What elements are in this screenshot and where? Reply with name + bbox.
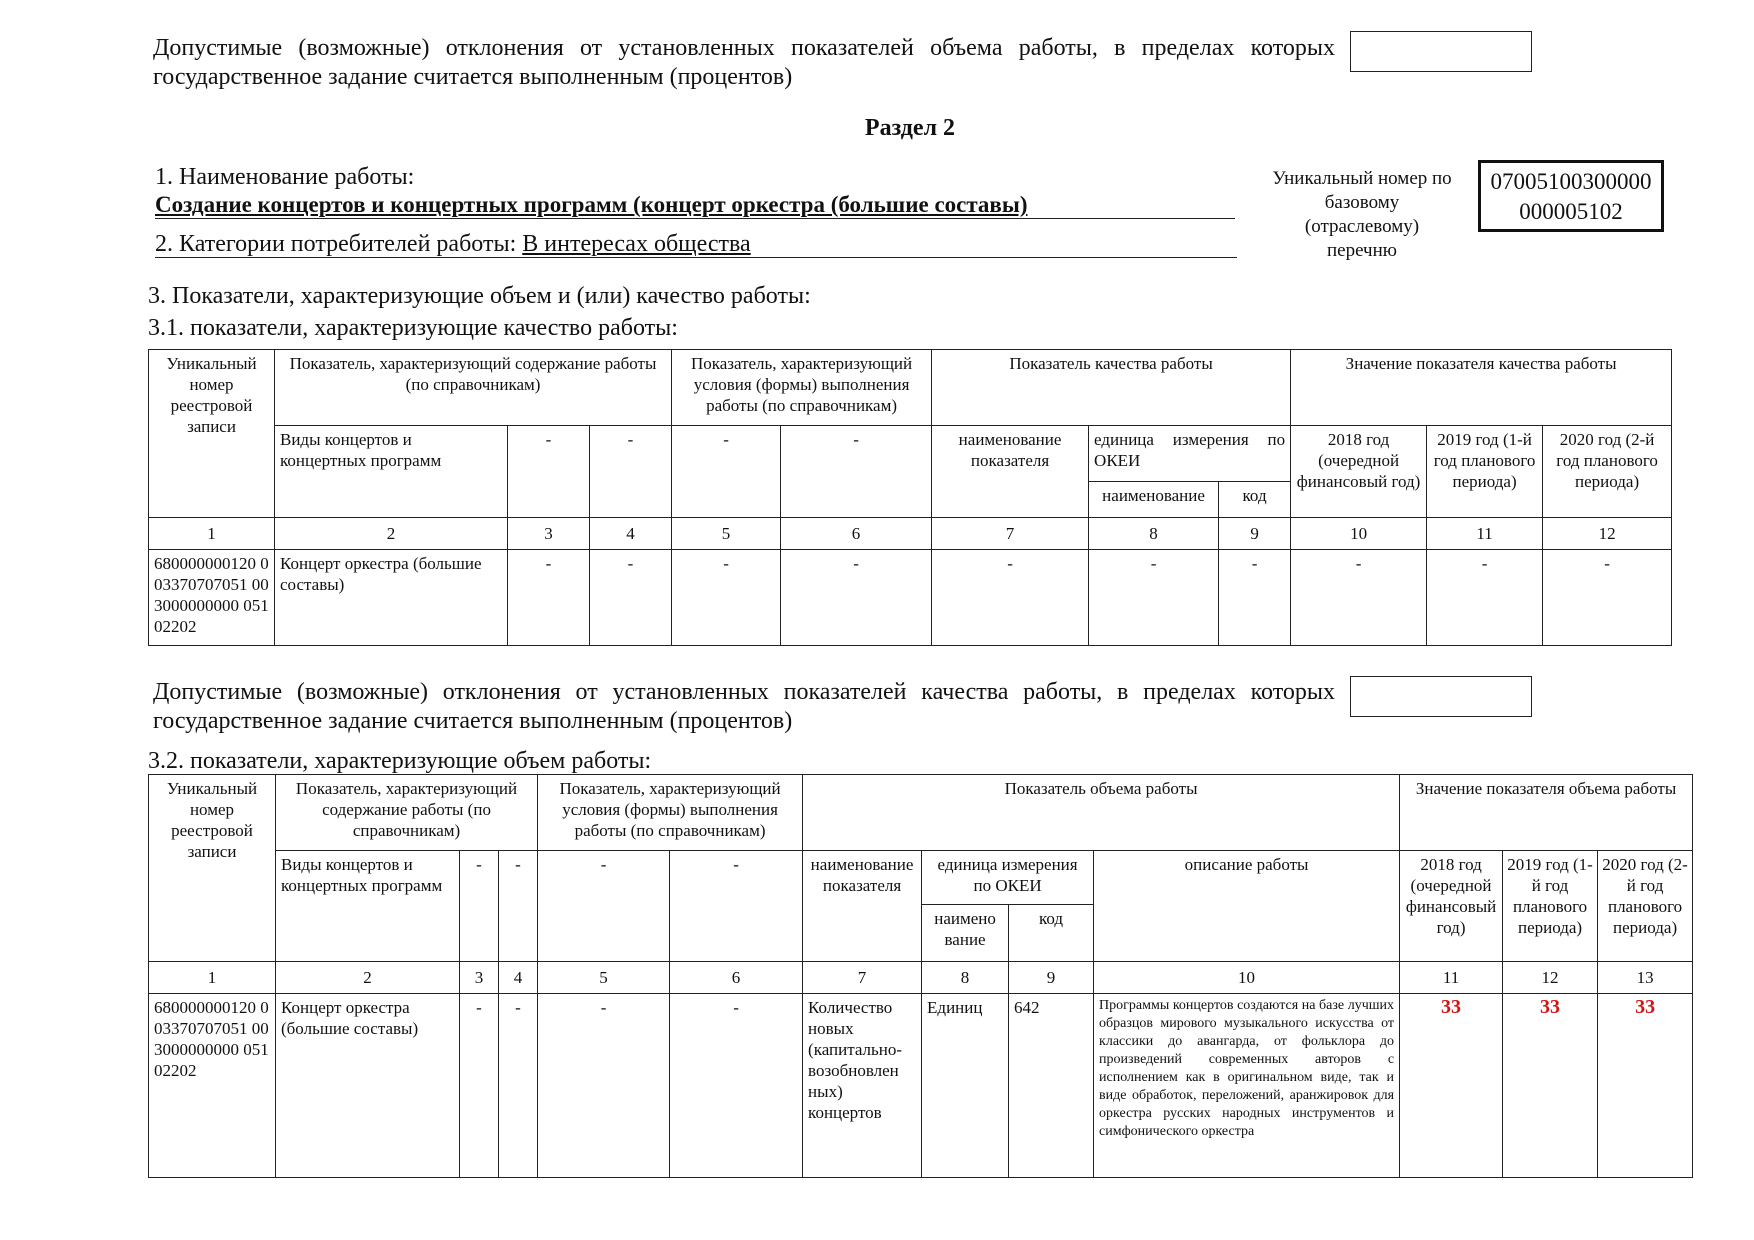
v-header-col4: - — [499, 851, 538, 962]
quality-heading: 3.1. показатели, характеризующие качество работы: — [148, 315, 678, 341]
v-cell-3: - — [460, 994, 499, 1178]
q-colnum: 12 — [1543, 518, 1672, 550]
v-description: Программы концертов создаются на базе лучших образцов мирового музыкального искусства от классики до авангарда, от фольклора до произведений современных авторов с исполнением как в оригинальном виде, так и виде обработок, переложений, аранжировок для оркестра русских народных инструментов и симфонического оркестра — [1094, 994, 1400, 1178]
q-header-content: Показатель, характеризующий содержание работы (по справочникам) — [275, 350, 672, 426]
q-colnum: 1 — [149, 518, 275, 550]
v-header-2018: 2018 год (очередной финансовый год) — [1400, 851, 1503, 962]
q-colnum: 10 — [1291, 518, 1427, 550]
quality-table — [148, 349, 1672, 646]
q-header-unique: Уникальный номер реестровой записи — [149, 350, 275, 518]
work-name-field — [155, 192, 1235, 219]
v-cell-4: - — [499, 994, 538, 1178]
quality-deviation-line2: государственное задание считается выполненным (процентов) — [153, 708, 793, 734]
q-colnum: 6 — [781, 518, 932, 550]
v-table-row — [149, 994, 1693, 1178]
q-colnum: 4 — [590, 518, 672, 550]
q-header-2020: 2020 год (2-й год планового периода) — [1543, 426, 1672, 518]
q-cell-3: - — [508, 550, 590, 646]
q-header-col4: - — [590, 426, 672, 518]
q-header-2019: 2019 год (1-й год планового периода) — [1427, 426, 1543, 518]
q-header-value: Значение показателя качества работы — [1291, 350, 1672, 426]
section-title: Раздел 2 — [864, 115, 956, 141]
q-cell-9: - — [1219, 550, 1291, 646]
q-colnum: 11 — [1427, 518, 1543, 550]
v-colnum: 12 — [1503, 962, 1598, 994]
v-header-unit-name: наимено вание — [922, 905, 1009, 962]
q-table-row — [149, 550, 1672, 646]
v-colnum: 4 — [499, 962, 538, 994]
q-cell-5: - — [672, 550, 781, 646]
q-header-indicator: Показатель качества работы — [932, 350, 1291, 426]
v-cell-6: - — [670, 994, 803, 1178]
q-header-unit-code: код — [1219, 482, 1291, 518]
v-header-indicator-name: наименование показателя — [803, 851, 922, 962]
q-cell-7: - — [932, 550, 1089, 646]
q-cell-8: - — [1089, 550, 1219, 646]
v-kind: Концерт оркестра (большие составы) — [276, 994, 460, 1178]
v-colnum: 5 — [538, 962, 670, 994]
q-unique-number: 680000000120 003370707051 003000000000 05102202 — [149, 550, 275, 646]
quality-deviation-text — [153, 678, 1335, 736]
unique-number-line1: 07005100300000 — [1490, 169, 1652, 194]
v-colnum: 2 — [276, 962, 460, 994]
v-value-2020: 33 — [1598, 994, 1693, 1178]
q-colnum: 9 — [1219, 518, 1291, 550]
volume-deviation-line2: государственное задание считается выполненным (процентов) — [153, 64, 793, 90]
q-cell-4: - — [590, 550, 672, 646]
unique-number-box — [1478, 160, 1664, 232]
q-kind: Концерт оркестра (большие составы) — [275, 550, 508, 646]
q-colnum: 8 — [1089, 518, 1219, 550]
q-header-indicator-name: наименование показателя — [932, 426, 1089, 518]
v-value-2019: 33 — [1503, 994, 1598, 1178]
consumer-category-value: В интересах общества — [522, 231, 751, 257]
v-header-description: описание работы — [1094, 851, 1400, 962]
v-header-kinds: Виды концертов и концертных программ — [276, 851, 460, 962]
work-name-label: 1. Наименование работы: — [155, 164, 415, 190]
v-header-unit-code: код — [1009, 905, 1094, 962]
v-colnum: 13 — [1598, 962, 1693, 994]
work-name-value: Создание концертов и концертных программ (концерт оркестра (большие составы) — [155, 192, 1028, 217]
q-header-2018: 2018 год (очередной финансовый год) — [1291, 426, 1427, 518]
v-header-col5: - — [538, 851, 670, 962]
unique-label-line4: перечню — [1327, 240, 1397, 261]
q-header-col5: - — [672, 426, 781, 518]
v-colnum: 3 — [460, 962, 499, 994]
volume-deviation-text — [153, 34, 1335, 92]
consumer-category-field — [155, 231, 1237, 258]
v-unit-name: Единиц — [922, 994, 1009, 1178]
v-header-indicator: Показатель объема работы — [803, 775, 1400, 851]
volume-heading: 3.2. показатели, характеризующие объем работы: — [148, 748, 652, 774]
q-header-unit-name: наименование — [1089, 482, 1219, 518]
v-header-unit: единица измерения по ОКЕИ — [922, 851, 1094, 905]
v-header-content: Показатель, характеризующий содержание работы (по справочникам) — [276, 775, 538, 851]
q-header-col3: - — [508, 426, 590, 518]
volume-deviation-line1: Допустимые (возможные) отклонения от установленных показателей объема работы, в пределах которых — [153, 35, 1335, 61]
v-colnum: 10 — [1094, 962, 1400, 994]
v-indicator-name: Количество новых (капитально-возобновлен ных) концертов — [803, 994, 922, 1178]
q-cell-12: - — [1543, 550, 1672, 646]
v-unit-code: 642 — [1009, 994, 1094, 1178]
indicators-heading: 3. Показатели, характеризующие объем и (или) качество работы: — [148, 283, 811, 309]
q-cell-6: - — [781, 550, 932, 646]
volume-deviation-input[interactable] — [1350, 31, 1532, 72]
v-unique-number: 680000000120 003370707051 003000000000 05102202 — [149, 994, 276, 1178]
v-header-2019: 2019 год (1-й год планового периода) — [1503, 851, 1598, 962]
q-header-kinds: Виды концертов и концертных программ — [275, 426, 508, 518]
unique-label-line2: базовому — [1324, 192, 1400, 213]
v-colnum: 6 — [670, 962, 803, 994]
quality-deviation-line1: Допустимые (возможные) отклонения от установленных показателей качества работы, в пределах которых — [153, 679, 1335, 705]
q-colnum: 2 — [275, 518, 508, 550]
q-cell-11: - — [1427, 550, 1543, 646]
v-header-col6: - — [670, 851, 803, 962]
q-header-unit: единица измерения по ОКЕИ — [1089, 426, 1291, 482]
consumer-category-label: 2. Категории потребителей работы: — [155, 231, 517, 257]
q-colnum: 7 — [932, 518, 1089, 550]
q-header-col6: - — [781, 426, 932, 518]
v-colnum: 11 — [1400, 962, 1503, 994]
v-header-conditions: Показатель, характеризующий условия (формы) выполнения работы (по справочникам) — [538, 775, 803, 851]
quality-deviation-input[interactable] — [1350, 676, 1532, 717]
volume-table — [148, 774, 1693, 1178]
unique-label-line1: Уникальный номер по — [1272, 168, 1452, 189]
unique-number-label — [1252, 167, 1472, 263]
q-colnum: 5 — [672, 518, 781, 550]
unique-number-line2: 000005102 — [1519, 199, 1623, 224]
v-value-2018: 33 — [1400, 994, 1503, 1178]
q-colnum: 3 — [508, 518, 590, 550]
v-header-value: Значение показателя объема работы — [1400, 775, 1693, 851]
q-cell-10: - — [1291, 550, 1427, 646]
v-colnum: 9 — [1009, 962, 1094, 994]
v-colnum: 8 — [922, 962, 1009, 994]
v-header-col3: - — [460, 851, 499, 962]
unique-label-line3: (отраслевому) — [1304, 216, 1420, 237]
q-header-conditions: Показатель, характеризующий условия (формы) выполнения работы (по справочникам) — [672, 350, 932, 426]
v-colnum: 7 — [803, 962, 922, 994]
v-header-2020: 2020 год (2-й год планового периода) — [1598, 851, 1693, 962]
v-header-unique: Уникальный номер реестровой записи — [149, 775, 276, 962]
v-cell-5: - — [538, 994, 670, 1178]
v-colnum: 1 — [149, 962, 276, 994]
